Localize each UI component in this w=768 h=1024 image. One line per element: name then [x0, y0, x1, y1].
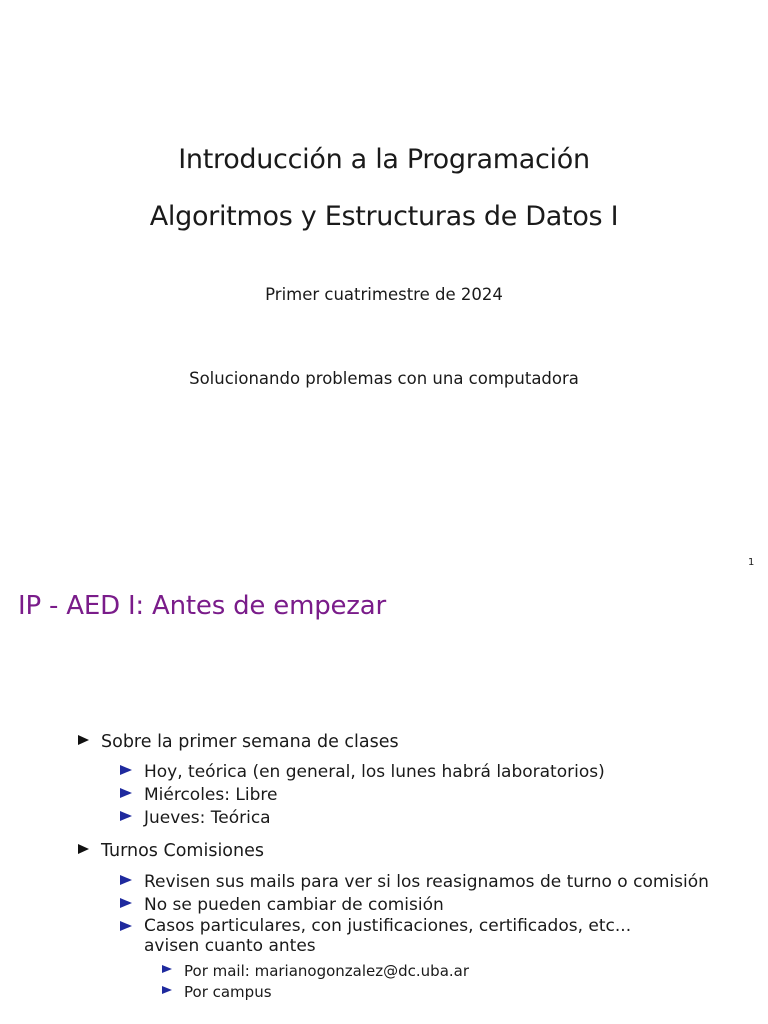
blue-triangle-bullet-icon — [162, 965, 172, 973]
section-item-turnos — [78, 840, 264, 862]
section-label: Turnos Comisiones — [101, 841, 264, 861]
list-item — [120, 808, 271, 828]
blue-triangle-bullet-icon — [120, 765, 132, 775]
list-item — [120, 785, 277, 805]
blue-triangle-bullet-icon — [120, 898, 132, 908]
sub-list-item — [162, 961, 469, 980]
blue-triangle-bullet-icon — [162, 986, 172, 994]
list-item-text: Jueves: Teórica — [144, 808, 271, 828]
section-item-primer-semana — [78, 731, 399, 753]
blue-triangle-bullet-icon — [120, 811, 132, 821]
slide1-title-line-2: Algoritmos y Estructuras de Datos I — [149, 201, 619, 232]
list-item-text: Hoy, teórica (en general, los lunes habrá laboratorios) — [144, 762, 605, 782]
slide1-term: Primer cuatrimestre de 2024 — [265, 285, 503, 304]
blue-triangle-bullet-icon — [120, 788, 132, 798]
list-item — [120, 895, 444, 915]
slide1-title-line-1: Introducción a la Programación — [178, 144, 590, 175]
sub-list-item-text: Por campus — [184, 982, 272, 1001]
black-triangle-bullet-icon — [78, 844, 89, 854]
list-item-text: Casos particulares, con justificaciones, certificados, etc... avisen cuanto antes — [144, 916, 632, 956]
black-triangle-bullet-icon — [78, 735, 89, 745]
list-item — [120, 762, 605, 782]
list-item — [120, 916, 680, 956]
list-item — [120, 872, 709, 892]
blue-triangle-bullet-icon — [120, 875, 132, 885]
slide1-subtitle: Solucionando problemas con una computadora — [189, 369, 579, 388]
list-item-text: Miércoles: Libre — [144, 785, 278, 805]
list-item-text: No se pueden cambiar de comisión — [144, 895, 444, 915]
list-item-text: Revisen sus mails para ver si los reasignamos de turno o comisión — [144, 872, 709, 892]
slide1-page-number: 1 — [748, 557, 755, 568]
section-label: Sobre la primer semana de clases — [101, 732, 399, 752]
sub-list-item-text: Por mail: marianogonzalez@dc.uba.ar — [184, 961, 470, 980]
slide2-title: IP - AED I: Antes de empezar — [18, 591, 386, 621]
sub-list-item — [162, 982, 272, 1001]
blue-triangle-bullet-icon — [120, 921, 132, 931]
